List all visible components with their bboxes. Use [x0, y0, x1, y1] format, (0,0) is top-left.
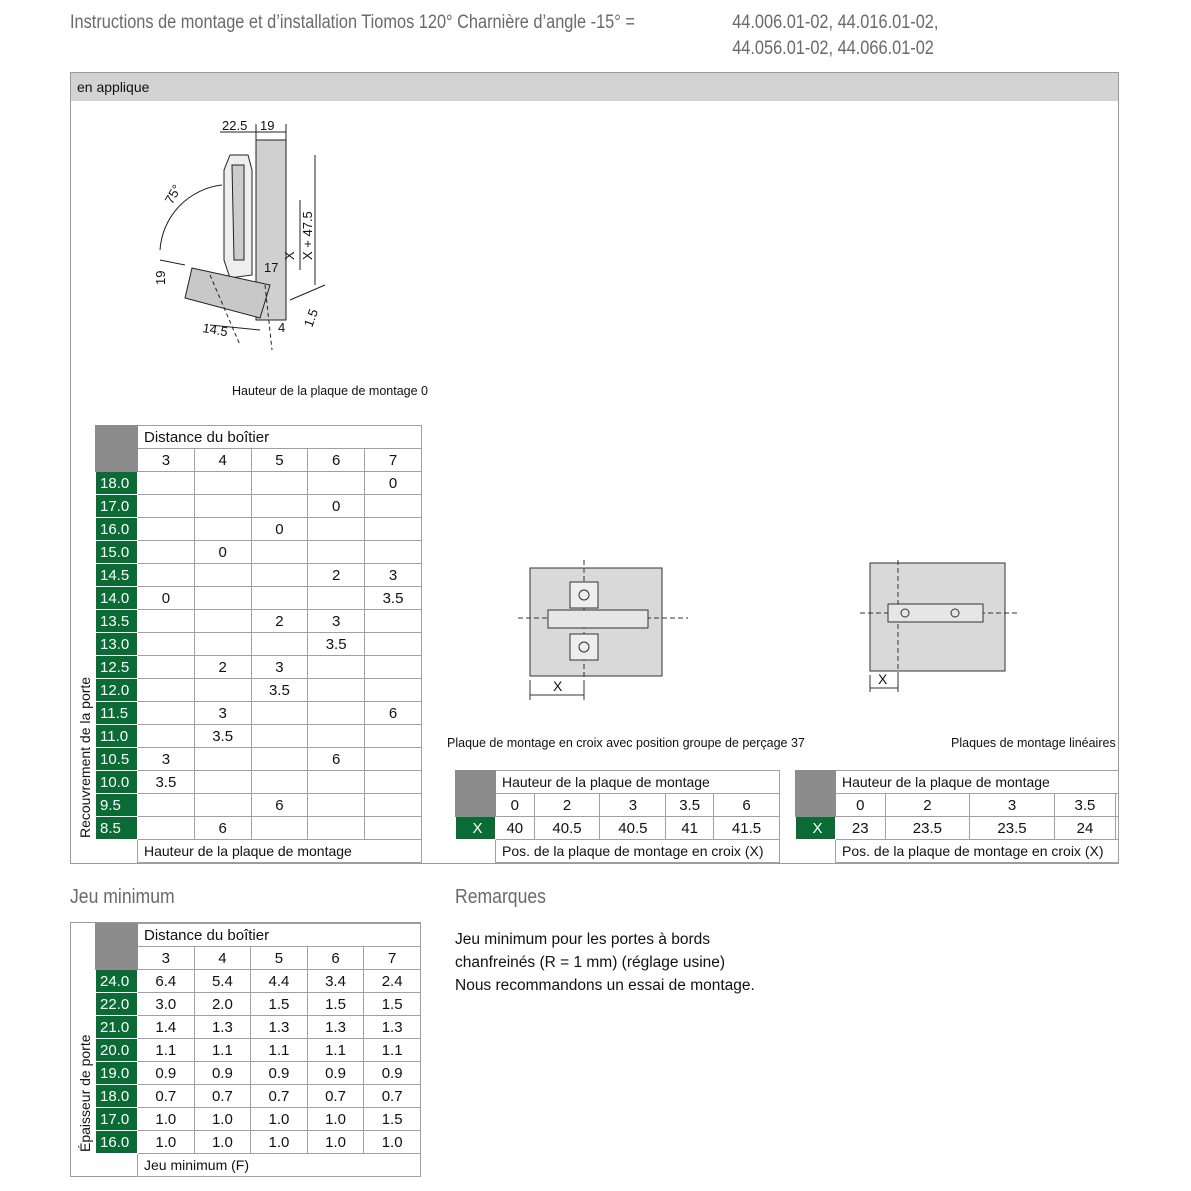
article-codes: [732, 10, 938, 62]
remark-line: chanfreinés (R = 1 mm) (réglage usine): [455, 954, 726, 971]
table-row: [96, 993, 421, 1016]
cell: [251, 495, 308, 518]
table-row: [96, 817, 422, 840]
row-label: 13.0: [96, 633, 138, 656]
cell: [308, 702, 365, 725]
row-label: 12.5: [96, 656, 138, 679]
cell: [251, 702, 308, 725]
row-label: 19.0: [96, 1062, 138, 1085]
table-row: [96, 1039, 421, 1062]
min-gap-heading: Jeu minimum: [70, 886, 175, 908]
cell: 1.0: [138, 1131, 195, 1154]
col-header: 5: [251, 449, 308, 472]
table-row: [96, 748, 422, 771]
cell: 3: [194, 702, 251, 725]
cell: [308, 817, 365, 840]
cell: 1.0: [194, 1131, 251, 1154]
cell: [308, 679, 365, 702]
cell: 2: [194, 656, 251, 679]
cell: [308, 541, 365, 564]
row-label: 16.0: [96, 518, 138, 541]
cell: 1.3: [251, 1016, 308, 1039]
cell: 40: [496, 817, 535, 840]
remarks-text: [455, 928, 755, 997]
cell: [138, 518, 195, 541]
cell: 5.4: [194, 970, 251, 993]
row-label: 10.5: [96, 748, 138, 771]
col-header: [1116, 794, 1119, 817]
row-label: 14.5: [96, 564, 138, 587]
dim-17: 17: [264, 260, 279, 275]
row-label: 17.0: [96, 1108, 138, 1131]
min-gap-table-title: Distance du boîtier: [138, 924, 421, 947]
cell: [194, 564, 251, 587]
cell: [365, 541, 422, 564]
table-row: [96, 725, 422, 748]
row-label: 9.5: [96, 794, 138, 817]
row-label: X: [456, 817, 496, 840]
col-header: 3.5: [1054, 794, 1115, 817]
cell: 40.5: [534, 817, 600, 840]
dim-1-5: 1.5: [300, 306, 322, 330]
cell: 2.0: [194, 993, 251, 1016]
col-header: 2: [885, 794, 970, 817]
cell: [194, 587, 251, 610]
linear-plate-drawing: [860, 560, 1020, 695]
cell: [365, 633, 422, 656]
row-label: 16.0: [96, 1131, 138, 1154]
table-row: [96, 564, 422, 587]
row-label: 13.5: [96, 610, 138, 633]
table-row: [96, 587, 422, 610]
col-header: 7: [364, 947, 421, 970]
cell: 1.5: [364, 993, 421, 1016]
dim-19-top: 19: [260, 118, 275, 133]
cell: [138, 495, 195, 518]
panel-header: en applique: [71, 73, 1118, 101]
table-row: [96, 1108, 421, 1131]
hinge-drawing: [140, 110, 340, 370]
cell: 0.7: [307, 1085, 364, 1108]
table-row: [96, 633, 422, 656]
cell: [365, 794, 422, 817]
table-row: [96, 1016, 421, 1039]
cell: [138, 472, 195, 495]
cell: 23.5: [970, 817, 1055, 840]
cell: 6: [365, 702, 422, 725]
min-gap-side-label: Épaisseur de porte: [77, 1034, 93, 1152]
dim-x: X: [282, 251, 297, 260]
cell: [251, 725, 308, 748]
cell: [138, 610, 195, 633]
page-title: [70, 10, 939, 59]
cross-plate-caption: Plaque de montage en croix avec position groupe de perçage 37: [447, 736, 805, 750]
table-row: [96, 472, 422, 495]
col-header: 3: [138, 947, 195, 970]
remarks-heading: Remarques: [455, 886, 546, 908]
table-row: [96, 495, 422, 518]
cell: [138, 817, 195, 840]
cell: 1.4: [138, 1016, 195, 1039]
linear-plate-caption: Plaques de montage linéaires: [951, 736, 1116, 750]
cell: 3.4: [307, 970, 364, 993]
cell: [365, 518, 422, 541]
linear-table-footer: Pos. de la plaque de montage en croix (X): [836, 840, 1119, 863]
table-row: [96, 794, 422, 817]
cell: [308, 794, 365, 817]
codes-line-2: 44.056.01-02, 44.066.01-02: [732, 38, 934, 59]
cross-table-footer: Pos. de la plaque de montage en croix (X): [496, 840, 780, 863]
cell: [138, 656, 195, 679]
row-label: 11.5: [96, 702, 138, 725]
linear-table-title: Hauteur de la plaque de montage: [836, 771, 1119, 794]
col-header: 5: [251, 947, 308, 970]
cell: 1.1: [251, 1039, 308, 1062]
cell: [251, 587, 308, 610]
cell: [138, 564, 195, 587]
cell: 2: [308, 564, 365, 587]
cell: [194, 633, 251, 656]
col-header: 6: [713, 794, 779, 817]
cell: 2: [251, 610, 308, 633]
cell: [251, 564, 308, 587]
cell: 0.9: [364, 1062, 421, 1085]
cell: 0.7: [251, 1085, 308, 1108]
cell: [138, 633, 195, 656]
cell: 1.0: [307, 1131, 364, 1154]
row-label: 24.0: [96, 970, 138, 993]
col-header: 4: [194, 947, 251, 970]
dim-19-side: 19: [153, 270, 168, 285]
cell: [365, 679, 422, 702]
cell: 1.5: [251, 993, 308, 1016]
cell: [308, 472, 365, 495]
cell: 2.4: [364, 970, 421, 993]
cell: [138, 541, 195, 564]
table-corner: [456, 771, 496, 817]
col-header: 0: [496, 794, 535, 817]
col-header: 4: [194, 449, 251, 472]
cell: [138, 725, 195, 748]
cell: [251, 472, 308, 495]
cell: [194, 794, 251, 817]
cell: 0.9: [194, 1062, 251, 1085]
cell: 1.0: [364, 1131, 421, 1154]
cell: [308, 518, 365, 541]
col-header: 7: [365, 449, 422, 472]
cell: [138, 679, 195, 702]
dim-75-deg: 75°: [161, 181, 185, 207]
col-header: 6: [308, 449, 365, 472]
table-row: [96, 541, 422, 564]
cell: [194, 771, 251, 794]
cell: 6: [194, 817, 251, 840]
cell: 0.9: [251, 1062, 308, 1085]
cell: 4.4: [251, 970, 308, 993]
cell: 0.7: [138, 1085, 195, 1108]
row-label: 18.0: [96, 1085, 138, 1108]
cross-x-label: X: [553, 678, 563, 694]
cell: 3.5: [194, 725, 251, 748]
table-row: [96, 970, 421, 993]
cell: 3.5: [308, 633, 365, 656]
dim-4: 4: [278, 320, 286, 335]
dim-22-5: 22.5: [222, 118, 248, 133]
cell: [308, 656, 365, 679]
cell: [194, 679, 251, 702]
cell: 3: [365, 564, 422, 587]
cell: [365, 748, 422, 771]
cell: 41: [666, 817, 714, 840]
table-corner: [96, 426, 138, 472]
cell: 6: [308, 748, 365, 771]
cell: 0: [138, 587, 195, 610]
table-corner: [96, 924, 138, 970]
overlay-table-footer: Hauteur de la plaque de montage: [138, 840, 422, 863]
col-header: 2: [534, 794, 600, 817]
min-gap-footer: Jeu minimum (F): [138, 1154, 421, 1177]
cell: 3.5: [251, 679, 308, 702]
cell: [194, 495, 251, 518]
cell: [194, 472, 251, 495]
cell: 0: [308, 495, 365, 518]
cell: 0: [365, 472, 422, 495]
row-label: 15.0: [96, 541, 138, 564]
table-row: [96, 1085, 421, 1108]
table-row: [96, 679, 422, 702]
col-header: 0: [836, 794, 886, 817]
col-header: 3.5: [666, 794, 714, 817]
row-label: X: [796, 817, 836, 840]
cell: 1.0: [251, 1131, 308, 1154]
cell: 1.1: [307, 1039, 364, 1062]
cross-table-title: Hauteur de la plaque de montage: [496, 771, 780, 794]
table-row: [96, 1131, 421, 1154]
table-row: [96, 656, 422, 679]
col-header: 3: [970, 794, 1055, 817]
cell: [365, 656, 422, 679]
cross-plate-drawing: [518, 560, 688, 705]
cell: 0.9: [307, 1062, 364, 1085]
row-label: 11.0: [96, 725, 138, 748]
row-label: 17.0: [96, 495, 138, 518]
col-header: 3: [600, 794, 666, 817]
title-text: Instructions de montage et d’installation Tiomos 120° Charnière d’angle -15° =: [70, 12, 635, 33]
cell: 3.5: [365, 587, 422, 610]
row-label: 12.0: [96, 679, 138, 702]
cell: [365, 495, 422, 518]
cell: [308, 725, 365, 748]
row-label: 18.0: [96, 472, 138, 495]
cell: 0.9: [138, 1062, 195, 1085]
col-header: 6: [307, 947, 364, 970]
cell: 1.0: [251, 1108, 308, 1131]
cell: 0: [251, 518, 308, 541]
cell: 1.5: [307, 993, 364, 1016]
cell: 1.1: [364, 1039, 421, 1062]
codes-line-1: 44.006.01-02, 44.016.01-02,: [732, 12, 939, 33]
min-gap-table: [95, 923, 421, 1177]
cell: [308, 771, 365, 794]
cell: [1116, 817, 1119, 840]
cell: 0.7: [194, 1085, 251, 1108]
cell: 1.5: [364, 1108, 421, 1131]
table-row: [96, 702, 422, 725]
linear-plate-table: [795, 770, 1119, 863]
cell: 3: [138, 748, 195, 771]
remark-line: Nous recommandons un essai de montage.: [455, 977, 755, 994]
cell: [194, 610, 251, 633]
cell: 3.5: [138, 771, 195, 794]
cell: [194, 748, 251, 771]
cell: 23: [836, 817, 886, 840]
drawing-caption: Hauteur de la plaque de montage 0: [232, 384, 428, 398]
cell: [251, 748, 308, 771]
cell: 3: [251, 656, 308, 679]
table-row: [96, 610, 422, 633]
cell: 40.5: [600, 817, 666, 840]
col-header: 3: [138, 449, 195, 472]
cell: [365, 817, 422, 840]
cell: [365, 725, 422, 748]
row-label: 10.0: [96, 771, 138, 794]
table-row: [96, 771, 422, 794]
cell: [365, 610, 422, 633]
cell: [251, 817, 308, 840]
cell: [251, 771, 308, 794]
row-label: 20.0: [96, 1039, 138, 1062]
cell: 41.5: [713, 817, 779, 840]
table-corner: [796, 771, 836, 817]
cell: 1.0: [138, 1108, 195, 1131]
cell: 1.3: [307, 1016, 364, 1039]
row-label: 14.0: [96, 587, 138, 610]
dim-14-5: 14.5: [201, 320, 230, 340]
cell: [308, 587, 365, 610]
overlay-table-title: Distance du boîtier: [138, 426, 422, 449]
row-label: 8.5: [96, 817, 138, 840]
cell: [138, 794, 195, 817]
remark-line: Jeu minimum pour les portes à bords: [455, 931, 711, 948]
cell: 1.3: [194, 1016, 251, 1039]
overlay-table: [95, 425, 422, 863]
cell: 3.0: [138, 993, 195, 1016]
linear-x-label: X: [878, 671, 888, 687]
cell: 3: [308, 610, 365, 633]
cell: 23.5: [885, 817, 970, 840]
overlay-side-label: Recouvrement de la porte: [77, 676, 93, 838]
cell: 6.4: [138, 970, 195, 993]
table-row: [96, 1062, 421, 1085]
row-label: 22.0: [96, 993, 138, 1016]
cell: [138, 702, 195, 725]
cell: 1.0: [307, 1108, 364, 1131]
cell: [251, 541, 308, 564]
row-label: 21.0: [96, 1016, 138, 1039]
cell: 1.1: [138, 1039, 195, 1062]
cell: 0: [194, 541, 251, 564]
cell: 24: [1054, 817, 1115, 840]
table-row: [96, 518, 422, 541]
cell: [194, 518, 251, 541]
cell: 1.3: [364, 1016, 421, 1039]
cross-plate-table: [455, 770, 780, 863]
cell: [251, 633, 308, 656]
cell: 6: [251, 794, 308, 817]
cell: 1.1: [194, 1039, 251, 1062]
cell: [365, 771, 422, 794]
dim-x-plus: X + 47.5: [300, 211, 315, 260]
cell: 1.0: [194, 1108, 251, 1131]
cell: 0.7: [364, 1085, 421, 1108]
